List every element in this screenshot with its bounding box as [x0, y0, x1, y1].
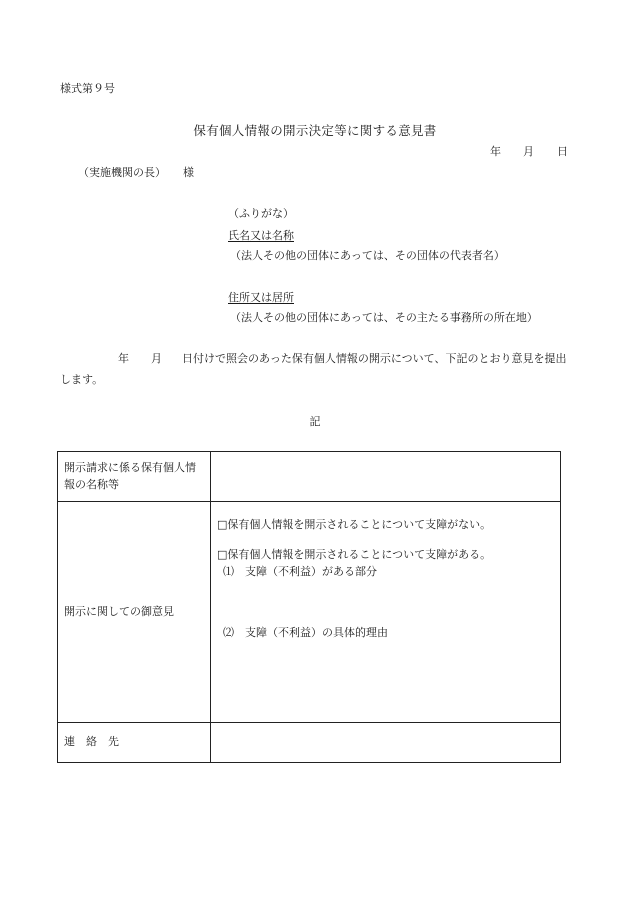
date-month: 月 [523, 145, 534, 158]
body-year: 年 [118, 352, 129, 365]
table-row-opinion [58, 502, 561, 723]
contact-label: 連 絡 先 [58, 723, 211, 763]
name-note: （法人その他の団体にあっては、その団体の代表者名） [230, 249, 505, 262]
opinion-value [211, 502, 561, 723]
table-row-info-name [58, 452, 561, 502]
opinion-label: 開示に関しての御意見 [58, 502, 211, 723]
opinion-table [57, 451, 561, 763]
body-line-1: 日付けで照会のあった保有個人情報の開示について、下記のとおり意見を提出 [182, 352, 567, 365]
address-note: （法人その他の団体にあっては、その主たる事務所の所在地） [230, 311, 538, 324]
sub-item-2: ⑵ 支障（不利益）の具体的理由 [223, 626, 388, 639]
sub-item-1: ⑴ 支障（不利益）がある部分 [223, 565, 377, 578]
document-title: 保有個人情報の開示決定等に関する意見書 [193, 123, 437, 138]
furigana-label: （ふりがな） [228, 207, 294, 220]
address-label: 住所又は居所 [228, 291, 294, 304]
addressee-honorific: 様 [183, 166, 194, 179]
addressee-name: （実施機関の長） [78, 166, 166, 179]
name-label: 氏名又は名称 [228, 229, 294, 242]
ki-heading: 記 [309, 415, 321, 428]
contact-value[interactable] [211, 723, 561, 763]
date-day: 日 [557, 145, 568, 158]
date-year: 年 [490, 145, 501, 158]
option-objection[interactable]: □保有個人情報を開示されることについて支障がある。 [217, 548, 492, 561]
option-no-objection[interactable]: □保有個人情報を開示されることについて支障がない。 [217, 518, 492, 531]
body-line-2: します。 [60, 373, 104, 386]
info-name-label: 開示請求に係る保有個人情報の名称等 [58, 452, 211, 502]
info-name-value[interactable] [211, 452, 561, 502]
form-number: 様式第９号 [60, 82, 115, 95]
body-month: 月 [151, 352, 162, 365]
table-row-contact [58, 723, 561, 763]
